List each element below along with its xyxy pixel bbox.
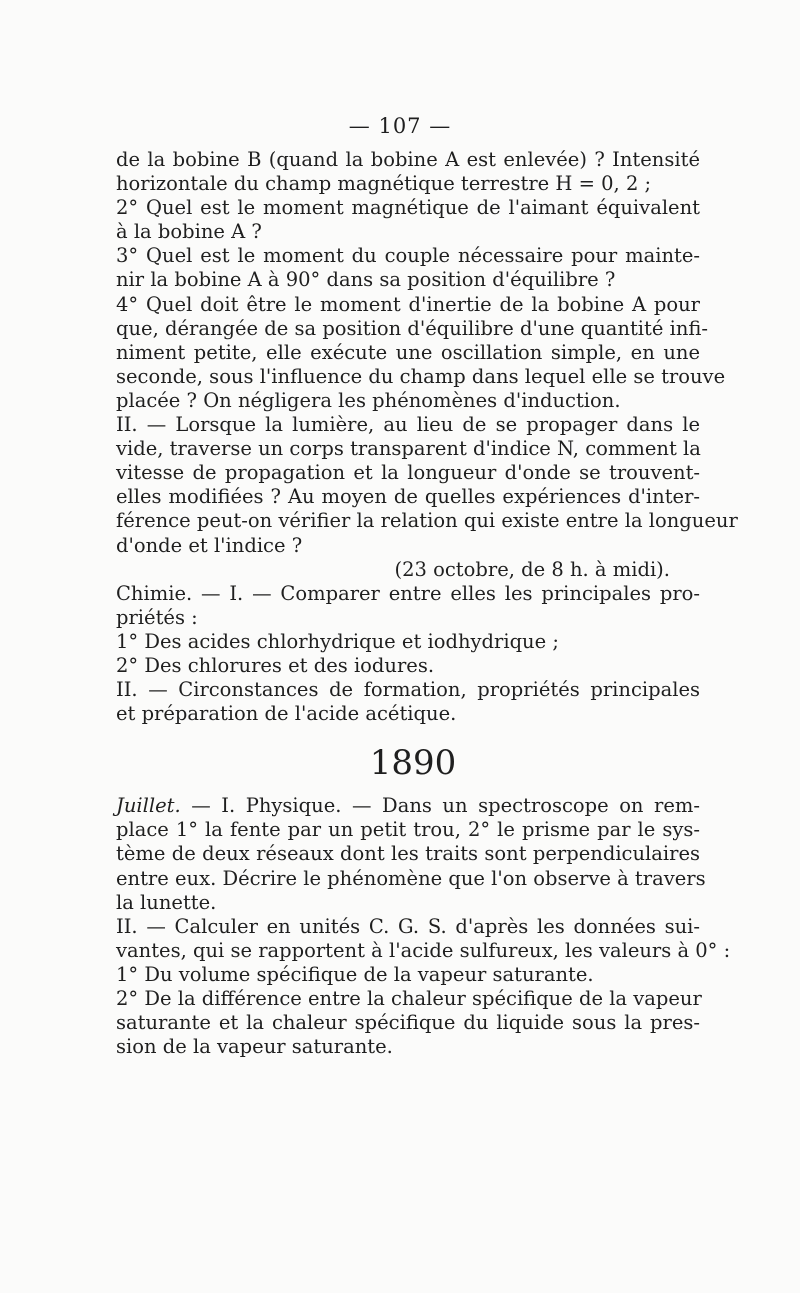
text-line: elles modifiées ? Au moyen de quelles expériences d'inter- <box>116 485 700 509</box>
text-line: que, dérangée de sa position d'équilibre d'une quantité infi- <box>116 316 708 340</box>
year-heading: 1890 <box>369 743 457 784</box>
text-line: (23 octobre, de 8 h. à midi). <box>394 557 670 581</box>
text-line: 2° Quel est le moment magnétique de l'aimant équivalent <box>116 196 700 220</box>
text-line: priétés : <box>116 605 198 629</box>
text-line: vitesse de propagation et la longueur d'onde se trouvent- <box>116 461 700 485</box>
text-line: Juillet. — I. Physique. — Dans un spectroscope on rem- <box>116 794 700 818</box>
text-line: tème de deux réseaux dont les traits sont perpendiculaires <box>116 842 700 866</box>
text-line: 3° Quel est le moment du couple nécessaire pour mainte- <box>116 244 700 268</box>
text-line: vide, traverse un corps transparent d'indice N, comment la <box>116 437 701 461</box>
text-line: la lunette. <box>116 890 217 914</box>
text-line: 1° Du volume spécifique de la vapeur saturante. <box>116 962 594 986</box>
text-line: saturante et la chaleur spécifique du liquide sous la pres- <box>116 1011 700 1035</box>
text-line: d'onde et l'indice ? <box>116 533 303 557</box>
text-line: à la bobine A ? <box>116 220 262 244</box>
text-line: placée ? On négligera les phénomènes d'induction. <box>116 388 621 412</box>
text-block-1889 <box>116 148 738 726</box>
text-block-1890 <box>116 794 731 1059</box>
text-line: II. — Calculer en unités C. G. S. d'après les données sui- <box>116 914 700 938</box>
text-line: nir la bobine A à 90° dans sa position d'équilibre ? <box>116 268 616 292</box>
page-body <box>116 148 738 1059</box>
page-number-header: — 107 — <box>348 114 452 138</box>
text-line: 1° Des acides chlorhydrique et iodhydrique ; <box>116 629 559 653</box>
text-line: vantes, qui se rapportent à l'acide sulfureux, les valeurs à 0° : <box>116 938 731 962</box>
text-line: II. — Circonstances de formation, propriétés principales <box>116 678 700 702</box>
text-line: de la bobine B (quand la bobine A est enlevée) ? Intensité <box>116 148 700 171</box>
text-line: place 1° la fente par un petit trou, 2° le prisme par le sys- <box>116 818 700 842</box>
text-line: et préparation de l'acide acétique. <box>116 702 457 726</box>
text-line: niment petite, elle exécute une oscillation simple, en une <box>116 340 700 364</box>
text-line: horizontale du champ magnétique terrestre H = 0, 2 ; <box>116 172 652 196</box>
text-line: Chimie. — I. — Comparer entre elles les principales pro- <box>116 581 700 605</box>
text-line: 2° De la différence entre la chaleur spécifique de la vapeur <box>116 987 702 1010</box>
text-line: seconde, sous l'influence du champ dans lequel elle se trouve <box>116 364 726 388</box>
text-line: férence peut-on vérifier la relation qui existe entre la longueur <box>116 509 738 533</box>
text-line: sion de la vapeur saturante. <box>116 1035 393 1059</box>
text-line: 2° Des chlorures et des iodures. <box>116 653 435 677</box>
text-line: 4° Quel doit être le moment d'inertie de la bobine A pour <box>116 292 700 316</box>
text-line: entre eux. Décrire le phénomène que l'on observe à travers <box>116 866 706 890</box>
text-line: II. — Lorsque la lumière, au lieu de se propager dans le <box>116 413 700 437</box>
